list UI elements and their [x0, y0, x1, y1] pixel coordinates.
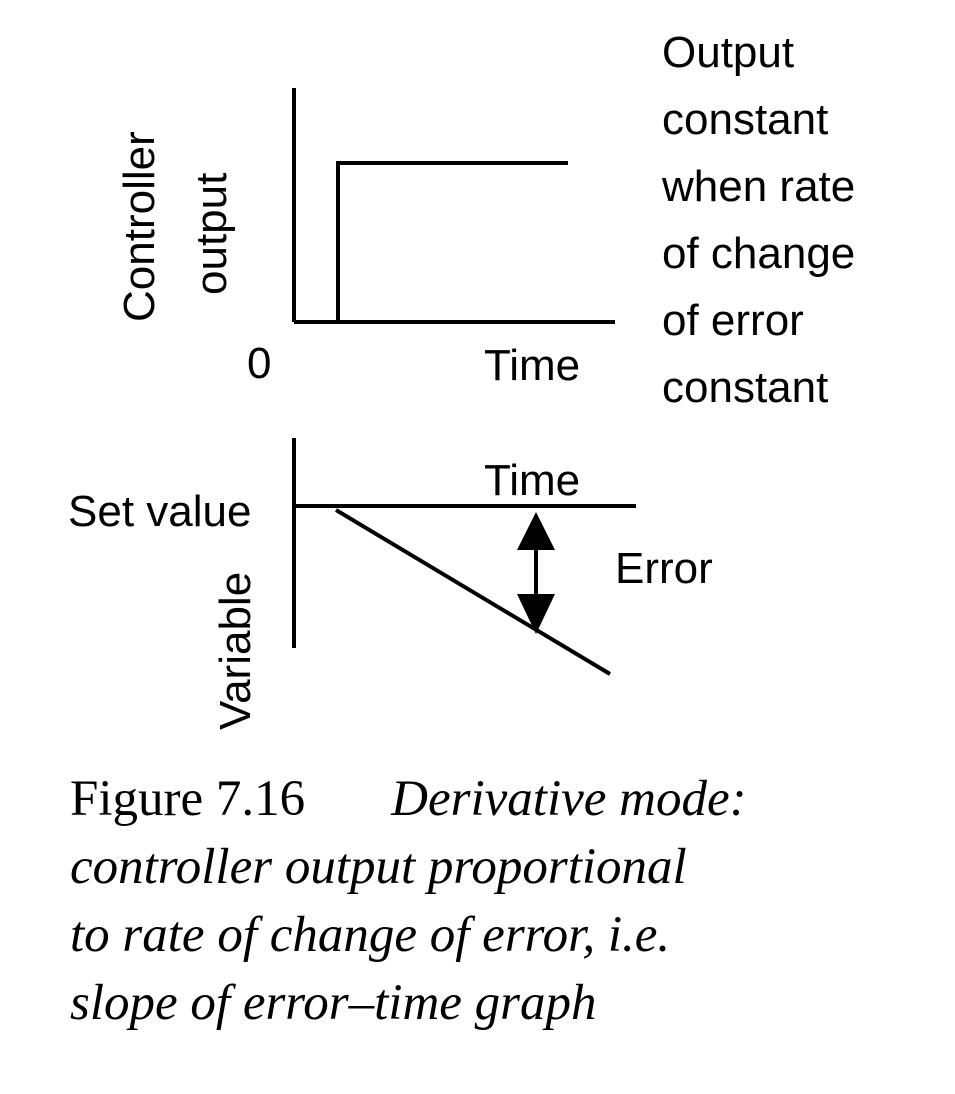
- caption-line-4: slope of error–time graph: [70, 975, 597, 1031]
- controller-output-graph: [115, 28, 855, 412]
- top-origin-label: 0: [247, 339, 272, 388]
- note-line-6: constant: [662, 363, 829, 412]
- output-constant-note: [661, 28, 855, 412]
- note-line-2: constant: [662, 95, 829, 144]
- caption-line-2: controller output proportional: [70, 839, 687, 895]
- variable-ramp-line: [336, 510, 610, 674]
- caption-title: Derivative mode:: [391, 771, 747, 827]
- top-x-label: Time: [484, 341, 581, 390]
- figure-number: Figure 7.16: [70, 771, 306, 827]
- controller-output-step: [294, 163, 568, 322]
- bottom-y-label: Variable: [211, 571, 260, 730]
- error-arrow-up-head: [517, 512, 555, 550]
- top-y-label-line2: output: [187, 172, 236, 295]
- note-line-4: of change: [662, 229, 856, 278]
- note-line-5: of error: [662, 296, 804, 345]
- error-arrow: [517, 512, 555, 634]
- note-line-3: when rate: [662, 162, 856, 211]
- set-value-label: Set value: [68, 487, 252, 536]
- caption-line-3: to rate of change of error, i.e.: [70, 907, 671, 963]
- figure-caption: [70, 765, 930, 1037]
- note-line-1: Output: [662, 28, 795, 77]
- caption-line-1: [70, 765, 930, 833]
- error-arrow-down-head: [517, 594, 555, 634]
- bottom-x-label: Time: [484, 456, 581, 505]
- variable-graph: [68, 438, 713, 730]
- error-label: Error: [615, 544, 713, 593]
- top-y-label-line1: Controller: [115, 131, 164, 322]
